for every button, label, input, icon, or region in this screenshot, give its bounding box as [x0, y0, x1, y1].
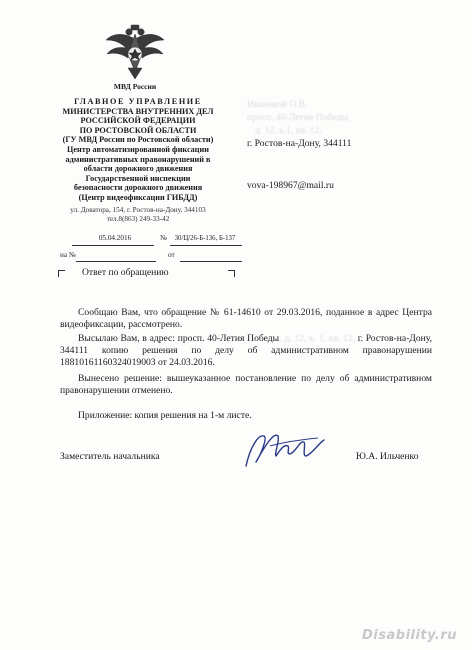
reg-number-sign: №	[160, 234, 167, 242]
org-header-line: ГЛАВНОЕ УПРАВЛЕНИЕ	[74, 97, 202, 106]
org-header	[58, 97, 218, 224]
body-p3-text: Вынесено решение: вышеуказанное постановление по делу об административном правонарушении отменено.	[60, 373, 432, 396]
recipient-city: г. Ростов-на-Дону, 344111	[247, 138, 352, 149]
signature-icon	[240, 426, 330, 472]
reg-date-line	[72, 245, 154, 246]
attachment-text: Приложение: копия решения на 1-м листе.	[78, 410, 252, 421]
emblem-caption: МВД России	[113, 82, 157, 91]
watermark-logo: Disability.ru	[362, 628, 458, 643]
org-header-line: административных правонарушений в	[65, 154, 211, 164]
recipient-name: Ивановой О.В.	[247, 99, 308, 110]
subject-title: Ответ по обращению	[82, 267, 169, 278]
body-p2-end: г. Ростов-на-Дону, 344111 копию решения по делу об административном правонарушении 18810161160324019003 от 24.03.2016.	[60, 333, 432, 368]
subject-bracket-right	[228, 270, 235, 277]
org-header-line: МИНИСТЕРСТВА ВНУТРЕННИХ ДЕЛ	[62, 106, 214, 116]
org-header-line: Государственной инспекции	[85, 173, 191, 183]
reg-date: 05.04.2016	[98, 234, 132, 242]
mvd-emblem-icon	[104, 24, 166, 80]
org-header-line: (Центр видеофиксации ГИБДД)	[78, 192, 198, 202]
signer-position: Заместитель начальника	[60, 451, 160, 462]
signer-name: Ю.А. Ильченко	[356, 451, 419, 462]
org-header-line: Центр автоматизированной фиксации	[67, 144, 209, 154]
attachment-line	[78, 410, 418, 422]
recipient-street: просп. 40-Летия Победы,	[247, 112, 351, 123]
org-address: ул. Доватора, 154, г. Ростов-на-Дону, 344103	[70, 205, 206, 214]
body-p2-start: Высылаю Вам, в адрес: просп. 40-Летия Победы	[78, 333, 280, 344]
org-header-line: (ГУ МВД России по Ростовской области)	[62, 135, 214, 145]
org-header-line: ПО РОСТОВСКОЙ ОБЛАСТИ	[79, 125, 197, 135]
subject-bracket-left	[58, 270, 65, 277]
body-p1-text: Сообщаю Вам, что обращение № 61-14610 от 29.03.2016, поданное в адрес Центра видеофиксации, рассмотрено.	[60, 307, 432, 330]
org-header-line: области дорожного движения	[83, 164, 193, 174]
reg-on-line	[76, 261, 156, 262]
body-p2-hidden: , д. 12, к. 1, кв. 12,	[279, 333, 355, 344]
org-header-line: РОССИЙСКОЙ ФЕДЕРАЦИИ	[80, 116, 196, 126]
reg-number: 30/Ц/26-Б-136, Б-137	[174, 235, 236, 242]
body-paragraph-2	[60, 333, 432, 369]
recipient-email: vova-198967@mail.ru	[247, 180, 334, 191]
body-paragraph-3	[60, 373, 432, 397]
reg-from-label: от	[168, 251, 175, 259]
reg-on-label: на №	[60, 251, 76, 259]
org-header-line: безопасности дорожного движения	[73, 183, 203, 193]
org-phone: тел.8(863) 249-33-42	[106, 214, 170, 223]
body-paragraph-1	[60, 307, 432, 331]
reg-number-line	[170, 245, 242, 246]
recipient-block	[243, 98, 443, 150]
reg-from-line	[180, 261, 242, 262]
recipient-house: д. 12, к.1, кв. 12,	[255, 125, 322, 136]
